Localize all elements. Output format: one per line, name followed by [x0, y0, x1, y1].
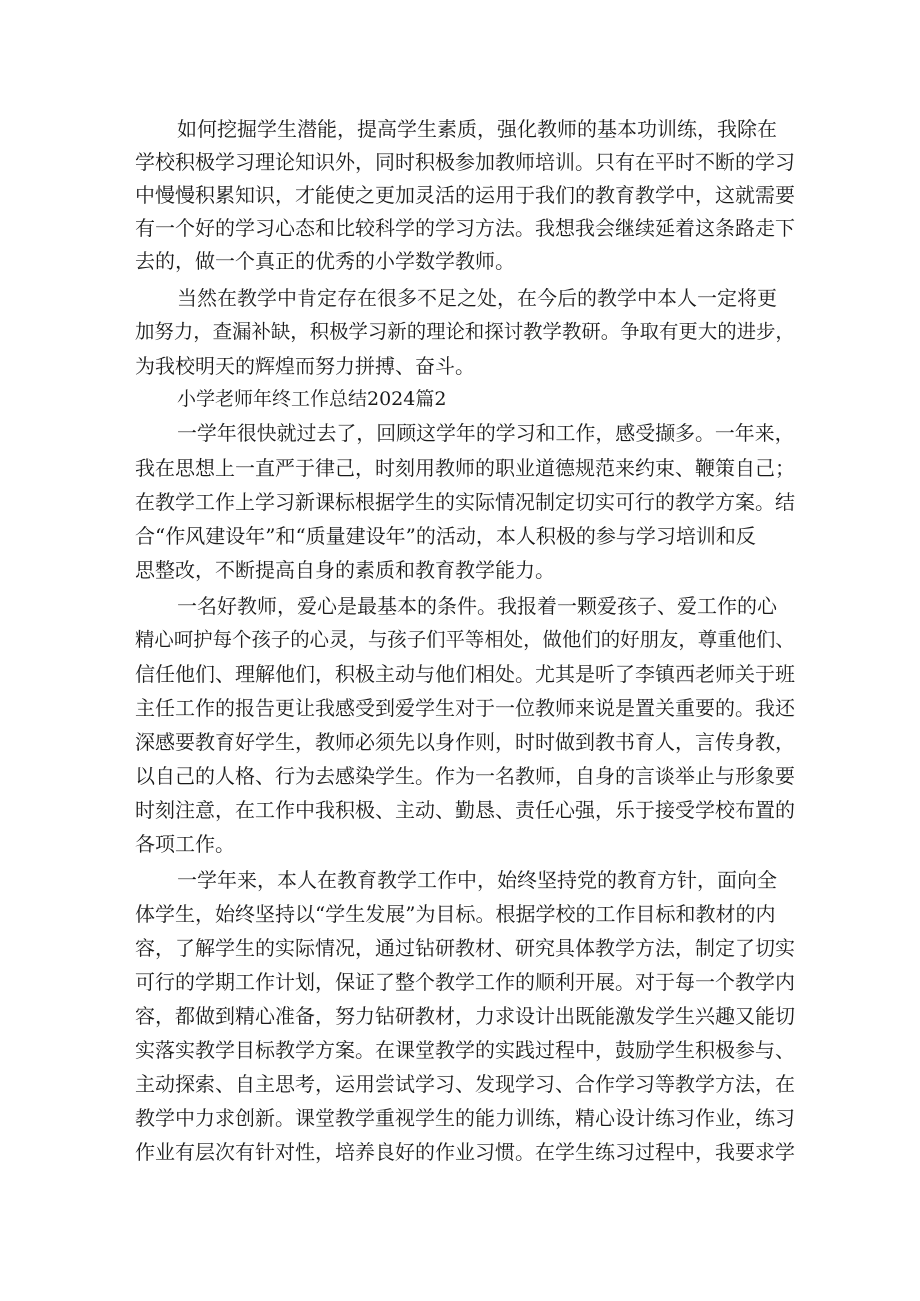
text-line: 精心呵护每个孩子的心灵，与孩子们平等相处，做他们的好朋友，尊重他们、: [135, 628, 795, 651]
text-line: 一学年来，本人在教育教学工作中，始终坚持党的教育方针，面向全: [177, 868, 777, 892]
text-line: 时刻注意，在工作中我积极、主动、勤恳、责任心强，乐于接受学校布置的: [135, 798, 795, 822]
text-line: 我在思想上一直严于律己，时刻用教师的职业道德规范来约束、鞭策自己；: [135, 456, 795, 480]
text-line: 可行的学期工作计划，保证了整个教学工作的顺利开展。对于每一个教学内: [135, 970, 795, 994]
text-line: 各项工作。: [135, 832, 235, 856]
text-line: 合“作风建设年”和“质量建设年”的活动，本人积极的参与学习培训和反: [135, 524, 756, 548]
text-line: 如何挖掘学生潜能，提高学生素质，强化教师的基本功训练，我除在: [177, 117, 777, 141]
text-line: 一名好教师，爱心是最基本的条件。我报着一颗爱孩子、爱工作的心: [177, 594, 777, 618]
text-line: 有一个好的学习心态和比较科学的学习方法。我想我会继续延着这条路走下: [135, 216, 795, 240]
text-line: 容，了解学生的实际情况，通过钻研教材、研究具体教学方法，制定了切实: [135, 936, 795, 960]
text-line: 为我校明天的辉煌而努力拼搏、奋斗。: [135, 354, 475, 378]
text-line: 作业有层次有针对性，培养良好的作业习惯。在学生练习过程中，我要求学: [135, 1140, 795, 1164]
text-line: 容，都做到精心准备，努力钻研教材，力求设计出既能激发学生兴趣又能切: [135, 1004, 795, 1028]
text-line: 主任工作的报告更让我感受到爱学生对于一位教师来说是置关重要的。我还: [135, 696, 795, 720]
text-line: 思整改，不断提高自身的素质和教育教学能力。: [135, 558, 555, 582]
text-line: 学校积极学习理论知识外，同时积极参加教师培训。只有在平时不断的学习: [135, 150, 795, 174]
text-line: 主动探索、自主思考，运用尝试学习、发现学习、合作学习等教学方法，在: [135, 1072, 795, 1096]
text-line: 教学中力求创新。课堂教学重视学生的能力训练，精心设计练习作业，练习: [135, 1106, 795, 1130]
text-line: 当然在教学中肯定存在很多不足之处，在今后的教学中本人一定将更: [177, 286, 777, 310]
text-line: 深感要教育好学生，教师必须先以身作则，时时做到教书育人，言传身教，: [135, 730, 795, 754]
text-line: 信任他们、理解他们，积极主动与他们相处。尤其是听了李镇西老师关于班: [135, 662, 795, 686]
text-line: 实落实教学目标教学方案。在课堂教学的实践过程中，鼓励学生积极参与、: [135, 1038, 795, 1062]
text-line: 以自己的人格、行为去感染学生。作为一名教师，自身的言谈举止与形象要: [135, 764, 795, 788]
text-line: 一学年很快就过去了，回顾这学年的学习和工作，感受撷多。一年来，: [177, 422, 795, 445]
text-line: 中慢慢积累知识，才能使之更加灵活的运用于我们的教育教学中，这就需要: [135, 183, 795, 207]
text-line: 体学生，始终坚持以“学生发展”为目标。根据学校的工作目标和教材的内: [135, 902, 776, 926]
section-heading: 小学老师年终工作总结2024篇2: [177, 388, 447, 410]
text-line: 去的，做一个真正的优秀的小学数学教师。: [135, 249, 515, 273]
text-line: 在教学工作上学习新课标根据学生的实际情况制定切实可行的教学方案。结: [135, 490, 795, 514]
text-line: 加努力，查漏补缺，积极学习新的理论和探讨教学教研。争取有更大的进步，: [135, 320, 795, 343]
